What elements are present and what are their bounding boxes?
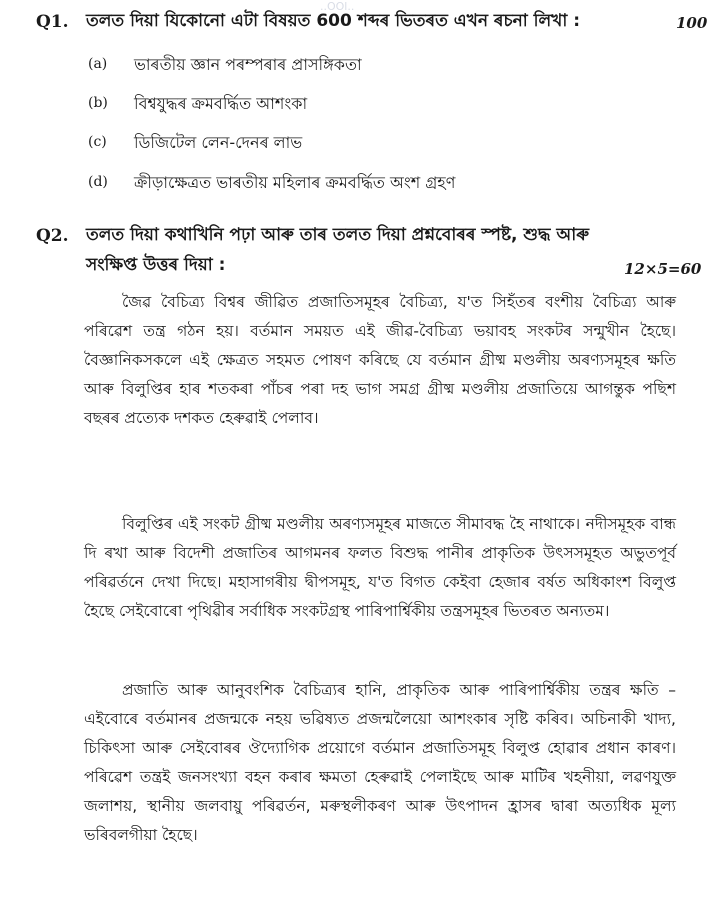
q1-option-a-letter: (a) <box>88 56 108 72</box>
passage-paragraph-1: জৈৱ বৈচিত্ৰ্য বিশ্বৰ জীৱিত প্ৰজাতিসমূহৰ বৈচিত্ৰ্য, য'ত সিহঁতৰ বংশীয় বৈচিত্ৰ্য আৰু পৰিৱেশ তন্ত্ৰ গঠন হয়। বৰ্তমান সময়ত এই জীৱ-বৈচিত্ৰ্য ভয়াবহ সংকটৰ সন্মুখীন হৈছে। বৈজ্ঞানিকসকলে এই ক্ষেত্ৰত সহমত পোষণ কৰিছে যে বৰ্তমান গ্ৰীষ্ম মণ্ডলীয় অৰণ্যসমূহৰ ক্ষতি আৰু বিলুপ্তিৰ হাৰ শতকৰা পাঁচৰ পৰা দহ ভাগ সমগ্ৰ গ্ৰীষ্ম মণ্ডলীয় প্ৰজাতিয়ে আগন্তুক পছিশ বছৰৰ প্ৰত্যেক দশকত হেৰুৱাই পেলাব। <box>84 293 676 427</box>
faint-header-text: ..OOl.. <box>320 0 355 13</box>
q1-option-d-letter: (d) <box>88 174 108 190</box>
q1-option-c-letter: (c) <box>88 134 107 150</box>
q2-marks: 12×5=60 <box>624 260 702 278</box>
q1-marks: 100 <box>676 14 708 32</box>
q1-option-d-text: ক্ৰীড়াক্ষেত্ৰত ভাৰতীয় মহিলাৰ ক্ৰমবৰ্দ্ধিত অংশ গ্ৰহণ <box>134 173 456 192</box>
q2-number: Q2. <box>36 226 69 246</box>
q1-option-b-text: বিশ্বযুদ্ধৰ ক্ৰমবৰ্দ্ধিত আশংকা <box>134 94 308 113</box>
q1-prompt: তলত দিয়া যিকোনো এটা বিষয়ত 600 শব্দৰ ভিতৰত এখন ৰচনা লিখা : <box>86 11 580 31</box>
q1-option-c-text: ডিজিটেল লেন-দেনৰ লাভ <box>134 133 303 152</box>
q2-prompt-line1: তলত দিয়া কথাখিনি পঢ়া আৰু তাৰ তলত দিয়া প্ৰশ্নবোৰৰ স্পষ্ট, শুদ্ধ আৰু <box>86 225 590 245</box>
q1-option-b-letter: (b) <box>88 95 108 111</box>
passage-paragraph-3: প্ৰজাতি আৰু আনুবংশিক বৈচিত্ৰ্যৰ হানি, প্ৰাকৃতিক আৰু পাৰিপাৰ্শ্বিকীয় তন্ত্ৰৰ ক্ষতি – এইবোৰে বৰ্তমানৰ প্ৰজন্মকে নহয় ভৱিষ্যত প্ৰজন্মলৈয়ো আশংকাৰ সৃষ্টি কৰিব। অচিনাকী খাদ্য, চিকিৎসা আৰু সেইবোৰৰ ঔদ্যোগিক প্ৰয়োগে বৰ্তমান প্ৰজাতিসমূহ বিলুপ্ত হোৱাৰ প্ৰধান কাৰণ। পৰিৱেশ তন্ত্ৰই জনসংখ্যা বহন কৰাৰ ক্ষমতা হেৰুৱাই পেলাইছে আৰু মাটিৰ খহনীয়া, লৱণযুক্ত জলাশয়, স্থানীয় জলবায়ু পৰিৱৰ্তন, মৰুস্থলীকৰণ আৰু উৎপাদন হ্ৰাসৰ দ্বাৰা অত্যধিক মূল্য ভৰিবলগীয়া হৈছে। <box>84 681 676 844</box>
q1-option-a-text: ভাৰতীয় জ্ঞান পৰম্পৰাৰ প্ৰাসঙ্গিকতা <box>134 55 362 74</box>
passage-paragraph-2: বিলুপ্তিৰ এই সংকট গ্ৰীষ্ম মণ্ডলীয় অৰণ্যসমূহৰ মাজতে সীমাবদ্ধ হৈ নাথাকে। নদীসমূহক বান্ধ দি ৰখা আৰু বিদেশী প্ৰজাতিৰ আগমনৰ ফলত বিশুদ্ধ পানীৰ প্ৰাকৃতিক উৎসসমূহত অভুতপূৰ্ব পৰিৱৰ্তনে দেখা দিছে। মহাসাগৰীয় দ্বীপসমূহ, য'ত বিগত কেইবা হেজাৰ বৰ্ষত অধিকাংশ বিলুপ্ত হৈছে সেইবোৰো পৃথিৱীৰ সৰ্বাধিক সংকটগ্ৰস্থ পাৰিপাৰ্শ্বিকীয় তন্ত্ৰসমূহৰ ভিতৰত অন্যতম। <box>84 515 676 620</box>
q2-prompt-line2: সংক্ষিপ্ত উত্তৰ দিয়া : <box>86 255 226 275</box>
q1-number: Q1. <box>36 12 69 32</box>
